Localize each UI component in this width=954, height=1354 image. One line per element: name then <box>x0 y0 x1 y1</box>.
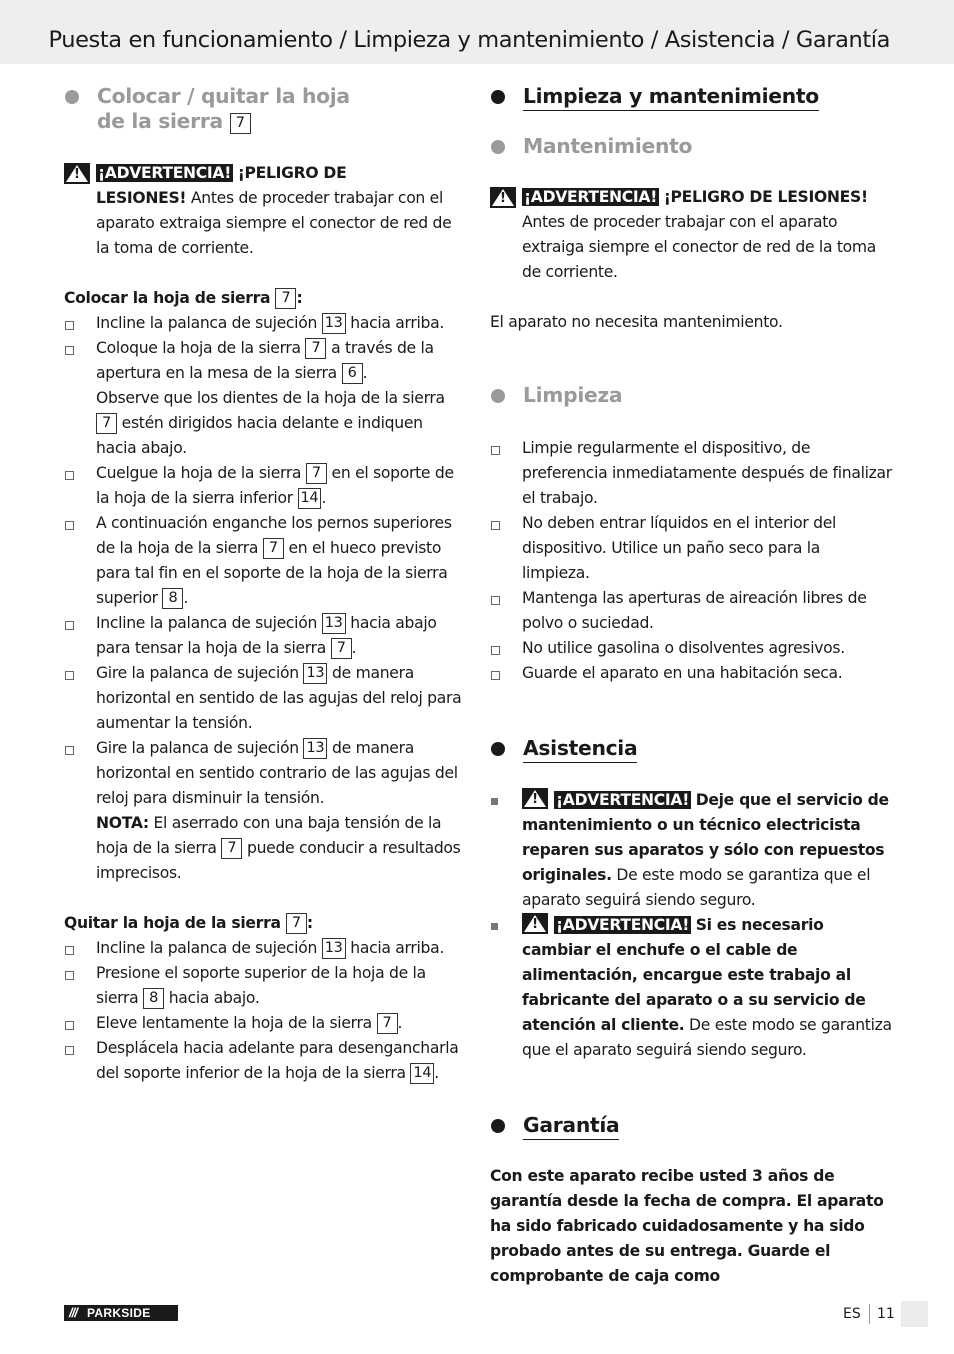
part-number: 7 <box>230 113 251 134</box>
maintenance-text: El aparato no necesita mantenimiento. <box>490 313 783 331</box>
warning-block: ! ¡ADVERTENCIA! ¡PELIGRO DE LESIONES! Antes de proceder trabajar con el aparato extraiga siempre el conector de red de la toma de corriente. <box>490 185 892 285</box>
list-item: A continuación enganche los pernos superiores de la hoja de la sierra 7 en el hueco previsto para tal fin en el soporte de la hoja de la sierra superior 8 . <box>64 511 464 611</box>
cleaning-list <box>490 436 892 686</box>
subheading-insert: Colocar la hoja de sierra 7 : <box>64 289 303 307</box>
page-number: 11 <box>877 1306 895 1322</box>
section-heading-cleaning: Limpieza <box>490 383 892 408</box>
warning-block: ! ¡ADVERTENCIA! ¡PELIGRO DE LESIONES! Antes de proceder trabajar con el aparato extraiga siempre el conector de red de la toma de corriente. <box>64 161 464 261</box>
footer-divider <box>869 1304 870 1324</box>
bullet-dot <box>491 90 505 104</box>
list-item: Incline la palanca de sujeción 13 hacia abajo para tensar la hoja de la sierra 7 . <box>64 611 464 661</box>
list-item: Coloque la hoja de la sierra 7 a través de la apertura en la mesa de la sierra 6 . Observe que los dientes de la hoja de la sierra 7 estén dirigidos hacia delante e indiquen hacia abajo. <box>64 336 464 461</box>
list-item: Incline la palanca de sujeción 13 hacia arriba. <box>64 936 464 961</box>
list-item: Limpie regularmente el dispositivo, de preferencia inmediatamente después de finalizar el trabajo. <box>490 436 892 511</box>
subheading-remove: Quitar la hoja de la sierra 7 : <box>64 914 313 932</box>
bullet-dot <box>491 1119 505 1133</box>
list-item: Gire la palanca de sujeción 13 de manera horizontal en sentido de las agujas del reloj para aumentar la tensión. <box>64 661 464 736</box>
list-item: Presione el soporte superior de la hoja de la sierra 8 hacia abajo. <box>64 961 464 1011</box>
page-tab <box>901 1301 928 1327</box>
list-item: No deben entrar líquidos en el interior del dispositivo. Utilice un paño seco para la limpieza. <box>490 511 892 586</box>
bullet-dot <box>491 389 505 403</box>
list-item: !¡ADVERTENCIA! Deje que el servicio de mantenimiento o un técnico electricista reparen sus aparatos y sólo con repuestos originales. De este modo se garantiza que el aparato seguirá siendo seguro. <box>490 788 892 913</box>
right-column <box>490 84 892 1289</box>
list-item: Eleve lentamente la hoja de la sierra 7 . <box>64 1011 464 1036</box>
section-heading-warranty: Garantía <box>490 1113 892 1138</box>
list-item: Gire la palanca de sujeción 13 de manera horizontal en sentido contrario de las agujas del reloj para disminuir la tensión. NOTA: El aserrado con una baja tensión de la hoja de la sierra 7 puede conducir a resultados imprecisos. <box>64 736 464 886</box>
remove-steps <box>64 936 464 1086</box>
bullet-dot <box>491 742 505 756</box>
warning-badge: ¡ADVERTENCIA! <box>98 164 232 182</box>
list-item: No utilice gasolina o disolventes agresivos. <box>490 636 892 661</box>
language-code: ES <box>843 1306 861 1322</box>
insert-steps <box>64 311 464 886</box>
service-list <box>490 788 892 1063</box>
page-header <box>0 0 954 64</box>
logo-text: PARKSIDE <box>87 1306 151 1320</box>
warranty-text: Con este aparato recibe usted 3 años de garantía desde la fecha de compra. El aparato ha sido fabricado cuidadosamente y ha sido probado antes de su entrega. Guarde el comprobante de caja como <box>490 1167 884 1285</box>
warning-badge: ¡ADVERTENCIA! <box>524 188 658 206</box>
warning-icon <box>64 163 90 184</box>
section-heading-service: Asistencia <box>490 736 892 761</box>
warning-badge: ¡ADVERTENCIA! <box>556 791 690 809</box>
logo-slashes: /// <box>69 1305 77 1320</box>
list-item: Mantenga las aperturas de aireación libres de polvo o suciedad. <box>490 586 892 636</box>
bullet-dot <box>491 140 505 154</box>
page-title: Puesta en funcionamiento / Limpieza y mantenimiento / Asistencia / Garantía <box>48 27 890 53</box>
section-heading-blade: Colocar / quitar la hoja de la sierra 7 <box>64 84 464 134</box>
list-item: Incline la palanca de sujeción 13 hacia arriba. <box>64 311 464 336</box>
warning-icon <box>522 913 548 934</box>
section-heading-cleaning-maintenance: Limpieza y mantenimiento <box>490 84 892 109</box>
section-heading-maintenance: Mantenimiento <box>490 134 892 159</box>
list-item: Desplácela hacia adelante para desengancharla del soporte inferior de la hoja de la sierra 14 . <box>64 1036 464 1086</box>
parkside-logo <box>64 1305 178 1321</box>
list-item: Guarde el aparato en una habitación seca. <box>490 661 892 686</box>
warning-icon <box>490 187 516 208</box>
left-column <box>64 84 464 1086</box>
warning-icon <box>522 788 548 809</box>
bullet-dot <box>65 90 79 104</box>
list-item: !¡ADVERTENCIA! Si es necesario cambiar el enchufe o el cable de alimentación, encargue este trabajo al fabricante del aparato o a su servicio de atención al cliente. De este modo se garantiza que el aparato seguirá siendo seguro. <box>490 913 892 1063</box>
warning-badge: ¡ADVERTENCIA! <box>556 916 690 934</box>
list-item: Cuelgue la hoja de la sierra 7 en el soporte de la hoja de la sierra inferior 14 . <box>64 461 464 511</box>
